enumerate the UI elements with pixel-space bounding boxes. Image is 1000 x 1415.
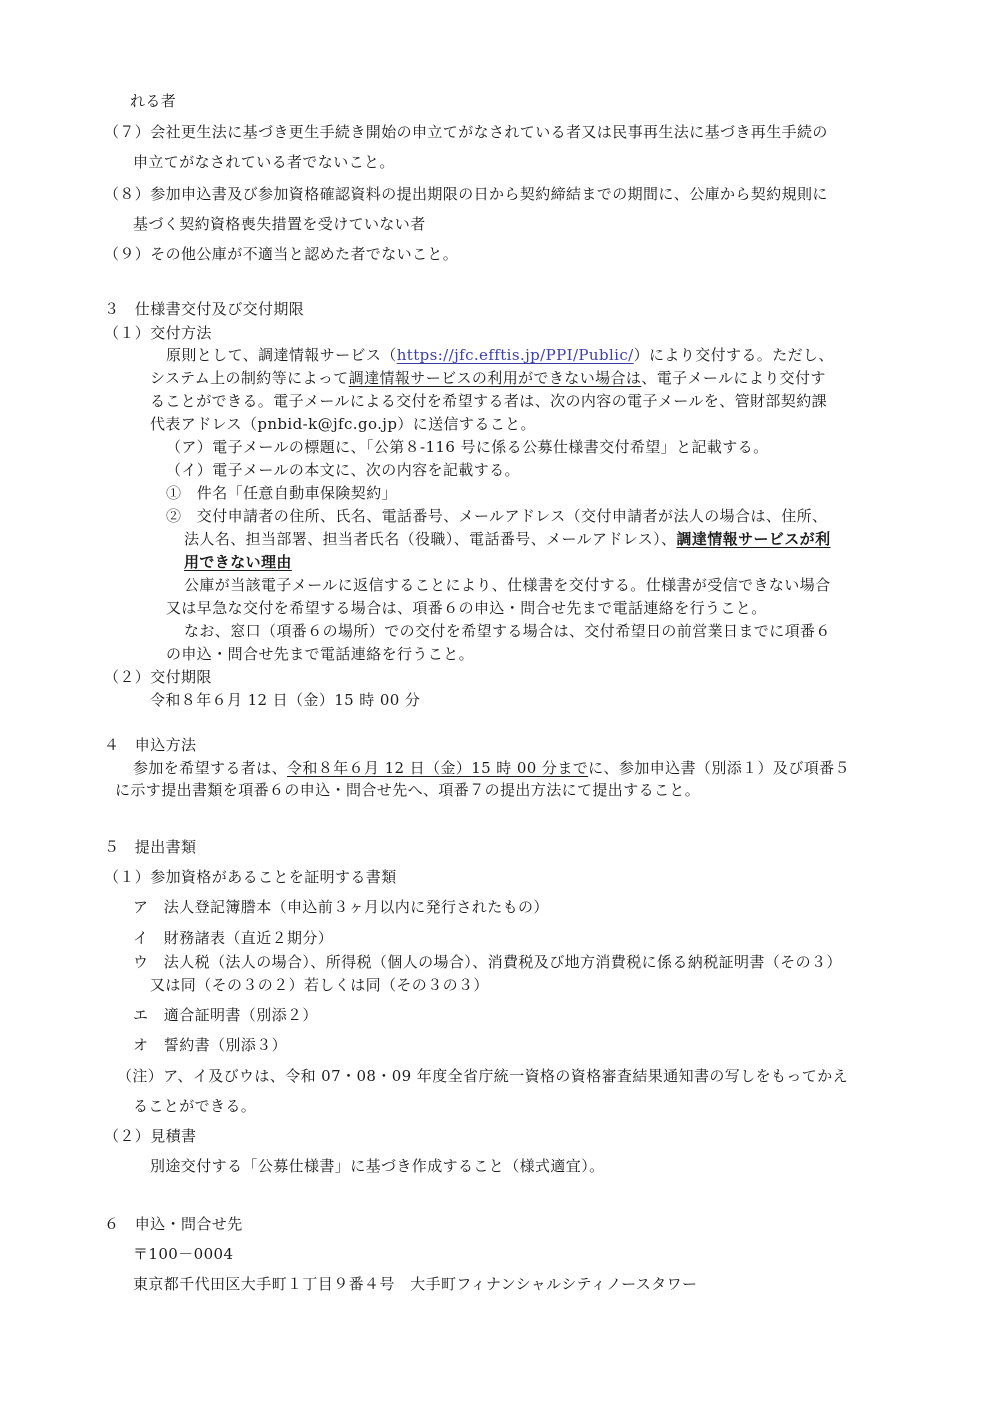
postal-code: 〒100－0004 [133, 1245, 234, 1263]
eligibility-item-9: （９）その他公庫が不適当と認めた者でないこと。 [104, 245, 459, 263]
note-line-1: （注）ア、イ及びウは、令和 07・08・09 年度全省庁統一資格の資格審査結果通知書の写しをもってかえ [117, 1067, 849, 1085]
eligibility-item-8: （８）参加申込書及び参加資格確認資料の提出期限の日から契約締結までの期間に、公庫から契約規則に [104, 185, 828, 203]
email-content-2-cont [184, 528, 830, 550]
para-text: システム上の制約等によって [150, 369, 349, 387]
procurement-service-link[interactable]: https://jfc.efftis.jp/PPI/Public/ [396, 346, 634, 364]
counter-para-line-1: なお、窓口（項番６の場所）での交付を希望する場合は、交付希望日の前営業日までに項番６ [184, 622, 831, 640]
underlined-bold-text: 調達情報サービスが利 [676, 530, 831, 548]
email-item-a: （ア）電子メールの標題に、「公第８-116 号に係る公募仕様書交付希望」と記載する。 [166, 438, 769, 456]
section-6-heading: ６ 申込・問合せ先 [104, 1215, 243, 1233]
underlined-bold-text-cont: 用できない理由 [184, 553, 292, 571]
counter-para-line-2: の申込・問合せ先まで電話連絡を行うこと。 [166, 645, 475, 663]
section-4-heading: ４ 申込方法 [104, 736, 197, 754]
para-text: 原則として、調達情報サービス（ [166, 346, 397, 364]
underlined-deadline: 令和８年６月 12 日（金）15 時 00 分まで [287, 759, 589, 777]
section-5-heading: ５ 提出書類 [104, 838, 197, 856]
reply-para-line-2: 又は早急な交付を希望する場合は、項番６の申込・問合せ先まで電話連絡を行うこと。 [166, 599, 767, 617]
email-content-1: ① 件名「任意自動車保険契約」 [166, 484, 398, 502]
email-content-2: ② 交付申請者の住所、氏名、電話番号、メールアドレス（交付申請者が法人の場合は、住所、 [166, 507, 828, 525]
para-text: 、電子メールにより交付す [641, 369, 826, 387]
document-item-a: ア 法人登記簿謄本（申込前３ヶ月以内に発行されたもの） [133, 898, 549, 916]
delivery-deadline: 令和８年６月 12 日（金）15 時 00 分 [150, 691, 421, 709]
section-3-para-line-1 [166, 344, 834, 366]
document-item-u: ウ 法人税（法人の場合）、所得税（個人の場合）、消費税及び地方消費税に係る納税証明書（その３） [133, 953, 842, 971]
note-line-2: ることができる。 [133, 1097, 257, 1115]
para-text: に、参加申込書（別添１）及び項番５ [588, 759, 850, 777]
section-3-para-line-3: ることができる。電子メールによる交付を希望する者は、次の内容の電子メールを、管財部契約課 [150, 392, 828, 410]
address: 東京都千代田区大手町１丁目９番４号 大手町フィナンシャルシティノースタワー [133, 1275, 698, 1293]
section-3-para-line-4: 代表アドレス（pnbid-k@jfc.go.jp）に送信すること。 [150, 415, 536, 433]
section-3-para-line-2 [150, 367, 826, 389]
section-4-line-2: に示す提出書類を項番６の申込・問合せ先へ、項番７の提出方法にて提出すること。 [115, 781, 701, 799]
eligibility-item-7: （７）会社更生法に基づき更生手続き開始の申立てがなされている者又は民事再生法に基づき再生手続の [104, 123, 828, 141]
underlined-text: 調達情報サービスの利用ができない場合は [348, 369, 642, 387]
email-item-i: （イ）電子メールの本文に、次の内容を記載する。 [166, 461, 520, 479]
para-text: 参加を希望する者は、 [133, 759, 288, 777]
para-text: 法人名、担当部署、担当者氏名（役職）、電話番号、メールアドレス）、 [184, 530, 677, 548]
estimate-description: 別途交付する「公募仕様書」に基づき作成すること（様式適宜）。 [150, 1157, 605, 1175]
section-5-1-heading: （１）参加資格があることを証明する書類 [104, 868, 397, 886]
section-3-heading: ３ 仕様書交付及び交付期限 [104, 300, 305, 318]
section-3-1-heading: （１）交付方法 [104, 324, 212, 342]
section-3-2-heading: （２）交付期限 [104, 668, 212, 686]
continuation-text: れる者 [130, 92, 177, 110]
document-item-u-cont: 又は同（その３の２）若しくは同（その３の３） [150, 976, 489, 994]
document-item-o: オ 誓約書（別添３） [133, 1036, 288, 1054]
eligibility-item-7-cont: 申立てがなされている者でないこと。 [133, 153, 395, 171]
reply-para-line-1: 公庫が当該電子メールに返信することにより、仕様書を交付する。仕様書が受信できない場合 [184, 576, 831, 594]
section-5-2-heading: （２）見積書 [104, 1127, 197, 1145]
para-text: ）により交付する。ただし、 [633, 346, 834, 364]
eligibility-item-8-cont: 基づく契約資格喪失措置を受けていない者 [133, 215, 426, 233]
document-item-e: エ 適合証明書（別添２） [133, 1006, 318, 1024]
document-item-i: イ 財務諸表（直近２期分） [133, 929, 334, 947]
section-4-line-1 [133, 757, 850, 779]
